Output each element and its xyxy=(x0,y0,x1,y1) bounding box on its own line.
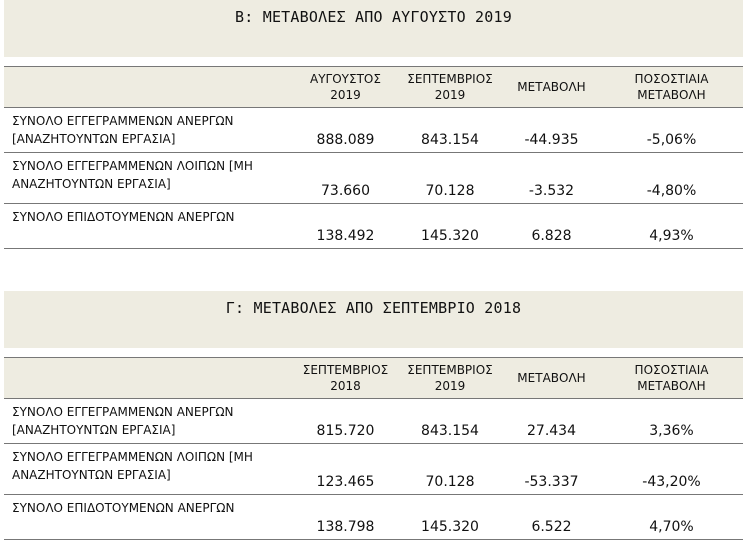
section-g xyxy=(4,291,743,540)
row-value-1: 138.798 xyxy=(294,495,397,540)
header-col-1: ΣΕΠΤΕΜΒΡΙΟΣ 2018 xyxy=(294,358,397,399)
section-b xyxy=(4,0,743,249)
table-header-row xyxy=(4,67,743,108)
row-value-1: 73.660 xyxy=(294,153,397,204)
section-g-title-bar xyxy=(4,291,743,357)
row-value-1: 815.720 xyxy=(294,399,397,444)
row-value-2: 70.128 xyxy=(397,444,503,495)
row-value-1: 138.492 xyxy=(294,204,397,249)
row-label: ΣΥΝΟΛΟ ΕΓΓΕΓΡΑΜΜΕΝΩΝ ΑΝΕΡΓΩΝ [ΑΝΑΖΗΤΟΥΝΤΩΝ ΕΡΓΑΣΙΑ] xyxy=(4,108,294,153)
section-b-table xyxy=(4,66,743,249)
table-row xyxy=(4,153,743,204)
row-label: ΣΥΝΟΛΟ ΕΠΙΔΟΤΟΥΜΕΝΩΝ ΑΝΕΡΓΩΝ xyxy=(4,204,294,249)
header-col-4: ΠΟΣΟΣΤΙΑΙΑ ΜΕΤΑΒΟΛΗ xyxy=(600,67,743,108)
header-col-3: ΜΕΤΑΒΟΛΗ xyxy=(503,67,600,108)
row-value-2: 145.320 xyxy=(397,204,503,249)
row-change: -44.935 xyxy=(503,108,600,153)
table-header-row xyxy=(4,358,743,399)
row-percent-change: 4,93% xyxy=(600,204,743,249)
header-col-2: ΣΕΠΤΕΜΒΡΙΟΣ 2019 xyxy=(397,67,503,108)
table-row xyxy=(4,108,743,153)
header-col-4: ΠΟΣΟΣΤΙΑΙΑ ΜΕΤΑΒΟΛΗ xyxy=(600,358,743,399)
row-change: 27.434 xyxy=(503,399,600,444)
row-change: 6.522 xyxy=(503,495,600,540)
row-percent-change: 3,36% xyxy=(600,399,743,444)
row-value-2: 843.154 xyxy=(397,108,503,153)
section-b-title: Β: ΜΕΤΑΒΟΛΕΣ ΑΠΟ ΑΥΓΟΥΣΤΟ 2019 xyxy=(235,8,512,26)
table-row xyxy=(4,444,743,495)
row-label: ΣΥΝΟΛΟ ΕΓΓΕΓΡΑΜΜΕΝΩΝ ΑΝΕΡΓΩΝ [ΑΝΑΖΗΤΟΥΝΤΩΝ ΕΡΓΑΣΙΑ] xyxy=(4,399,294,444)
row-label: ΣΥΝΟΛΟ ΕΓΓΕΓΡΑΜΜΕΝΩΝ ΛΟΙΠΩΝ [ΜΗ ΑΝΑΖΗΤΟΥΝΤΩΝ ΕΡΓΑΣΙΑ] xyxy=(4,153,294,204)
row-value-1: 888.089 xyxy=(294,108,397,153)
row-value-2: 145.320 xyxy=(397,495,503,540)
header-col-1: ΑΥΓΟΥΣΤΟΣ 2019 xyxy=(294,67,397,108)
row-change: -3.532 xyxy=(503,153,600,204)
row-percent-change: -43,20% xyxy=(600,444,743,495)
row-value-2: 70.128 xyxy=(397,153,503,204)
row-percent-change: 4,70% xyxy=(600,495,743,540)
header-empty xyxy=(4,358,294,399)
table-row xyxy=(4,495,743,540)
section-g-title: Γ: ΜΕΤΑΒΟΛΕΣ ΑΠΟ ΣΕΠΤΕΜΒΡΙΟ 2018 xyxy=(225,299,522,317)
row-percent-change: -5,06% xyxy=(600,108,743,153)
row-percent-change: -4,80% xyxy=(600,153,743,204)
row-change: 6.828 xyxy=(503,204,600,249)
row-value-1: 123.465 xyxy=(294,444,397,495)
row-label: ΣΥΝΟΛΟ ΕΠΙΔΟΤΟΥΜΕΝΩΝ ΑΝΕΡΓΩΝ xyxy=(4,495,294,540)
section-g-table xyxy=(4,357,743,540)
header-col-3: ΜΕΤΑΒΟΛΗ xyxy=(503,358,600,399)
row-value-2: 843.154 xyxy=(397,399,503,444)
table-row xyxy=(4,399,743,444)
table-row xyxy=(4,204,743,249)
header-empty xyxy=(4,67,294,108)
section-b-title-bar xyxy=(4,0,743,66)
header-col-2: ΣΕΠΤΕΜΒΡΙΟΣ 2019 xyxy=(397,358,503,399)
row-label: ΣΥΝΟΛΟ ΕΓΓΕΓΡΑΜΜΕΝΩΝ ΛΟΙΠΩΝ [ΜΗ ΑΝΑΖΗΤΟΥΝΤΩΝ ΕΡΓΑΣΙΑ] xyxy=(4,444,294,495)
row-change: -53.337 xyxy=(503,444,600,495)
